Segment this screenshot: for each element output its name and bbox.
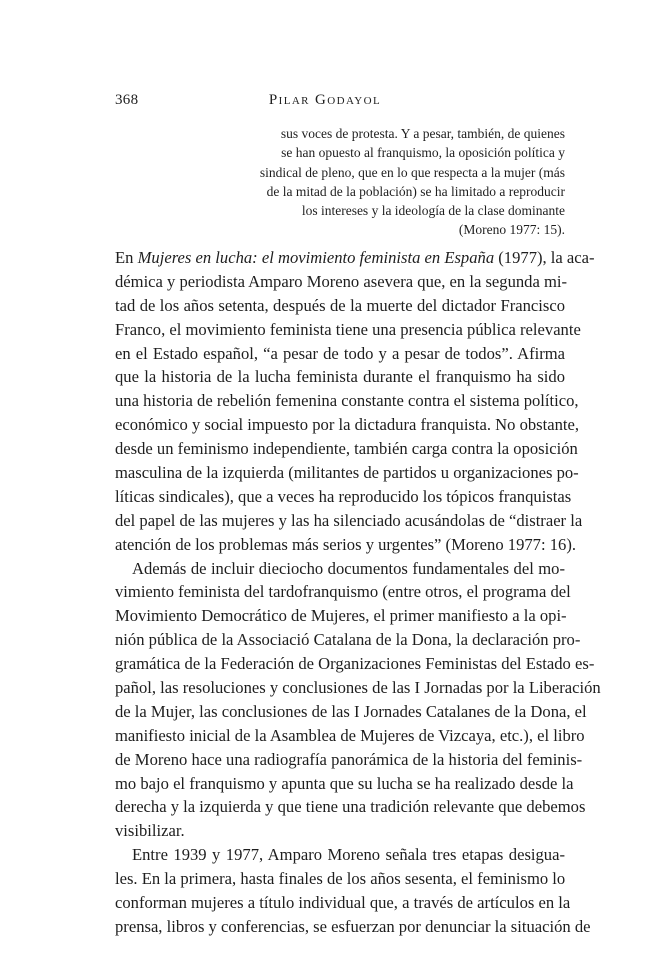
paragraph-3-line: Entre 1939 y 1977, Amparo Moreno señala tres etapas desigua- — [132, 845, 565, 865]
paragraph-2-line: de Moreno hace una radiografía panorámica de la historia del feminis- — [115, 749, 583, 769]
quote-line: de la mitad de la población) se ha limitado a reproducir — [266, 183, 565, 199]
paragraph-2-line: vimiento feminista del tardofranquismo (entre otros, el programa del — [115, 582, 571, 602]
paragraph-1-line: atención de los problemas más serios y urgentes” (Moreno 1977: 16). — [115, 534, 576, 554]
paragraph-2-line: gramática de la Federación de Organizaciones Feministas del Estado es- — [115, 654, 595, 674]
paragraph-2-line: Movimiento Democrático de Mujeres, el primer manifiesto a la opi- — [115, 606, 567, 626]
paragraph-1-line: del papel de las mujeres y las ha silenciado acusándolas de “distraer la — [115, 510, 583, 530]
quote-line: sindical de pleno, que en lo que respecta a la mujer (más — [259, 164, 565, 180]
paragraph-1-line: desde un feminismo independiente, también carga contra la oposición — [115, 439, 578, 459]
paragraph-3-line: les. En la primera, hasta finales de los años sesenta, el feminismo lo — [115, 869, 566, 889]
book-title: Mujeres en lucha: el movimiento feminista en España — [137, 248, 495, 267]
block-quote — [245, 124, 565, 240]
paragraph-1-line: en el Estado español, “a pesar de todo y a pesar de todos”. Afirma — [115, 343, 565, 363]
paragraph-1-line: que la historia de la lucha feminista durante el franquismo ha sido — [115, 367, 565, 387]
paragraph-2-line: mo bajo el franquismo y apunta que su lucha se ha realizado desde la — [115, 773, 574, 793]
paragraph-1-line: masculina de la izquierda (militantes de partidos u organizaciones po- — [115, 463, 579, 483]
paragraph-1-line: En Mujeres en lucha: el movimiento feminista en España (1977), la aca- — [115, 248, 595, 267]
body-text — [115, 246, 601, 939]
paragraph-2-line: pañol, las resoluciones y conclusiones de las I Jornadas por la Liberación — [115, 678, 601, 698]
paragraph-1-line: Franco, el movimiento feminista tiene una presencia pública relevante — [115, 319, 581, 339]
quote-line: sus voces de protesta. Y a pesar, también, de quienes — [280, 126, 565, 141]
paragraph-2-line: manifiesto inicial de la Asamblea de Mujeres de Vizcaya, etc.), el libro — [115, 725, 585, 745]
quote-citation: (Moreno 1977: 15). — [458, 222, 565, 238]
page-number: 368 — [115, 92, 139, 108]
paragraph-3-line: prensa, libros y conferencias, se esfuerzan por denunciar la situación de — [115, 916, 591, 936]
paragraph-3-line: conforman mujeres a título individual que, a través de artículos en la — [115, 893, 571, 913]
paragraph-2-line: Además de incluir dieciocho documentos fundamentales del mo- — [132, 558, 565, 578]
paragraph-1-line: tad de los años setenta, después de la muerte del dictador Francisco — [115, 295, 565, 315]
paragraph-2-line: nión pública de la Associació Catalana de la Dona, la declaración pro- — [115, 630, 581, 650]
paragraph-1-line: démica y periodista Amparo Moreno asevera que, en la segunda mi- — [115, 271, 568, 291]
paragraph-1-line: líticas sindicales), que a veces ha reproducido los tópicos franquistas — [115, 486, 572, 506]
paragraph-2-line: de la Mujer, las conclusiones de las I Jornades Catalanes de la Dona, el — [115, 701, 587, 721]
quote-line: se han opuesto al franquismo, la oposición política y — [281, 145, 565, 161]
quote-line: los intereses y la ideología de la clase dominante — [301, 203, 565, 219]
paragraph-2-line: derecha y la izquierda y que tiene una tradición relevante que debemos — [115, 797, 586, 817]
running-head: Pilar Godayol — [268, 92, 382, 108]
paragraph-1-line: una historia de rebelión femenina constante contra el sistema político, — [115, 391, 579, 411]
paragraph-1-line: económico y social impuesto por la dictadura franquista. No obstante, — [115, 415, 580, 435]
paragraph-2-line: visibilizar. — [115, 821, 185, 841]
